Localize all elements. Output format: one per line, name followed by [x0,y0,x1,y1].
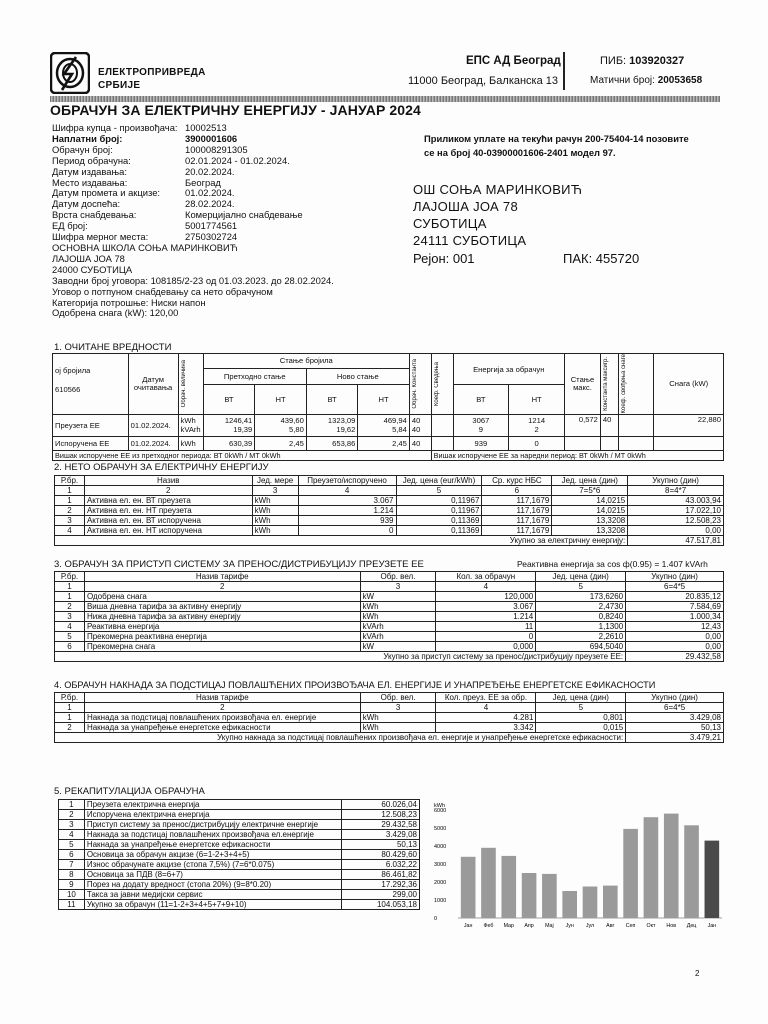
net-energy-table [54,475,724,546]
header-divider [563,52,565,90]
table-row: 10 Такса за јавни медијски сервис 299,00 [59,890,420,900]
table-header-row: Р.бр. Назив Јед. мере Преузето/испоручено Јед. цена (eur/kWh) Ср. курс НБС Јед. цена (дин) Укупно (дин) [55,476,724,486]
th-kcoef: Коеф. свођења снаге [620,354,627,414]
recipient-address: ОШ СОЊА МАРИНКОВИЋ ЛАЈОША ЈОА 78 СУБОТИЦА 24111 СУБОТИЦА [413,182,583,248]
th-const: Обрач. Константа [411,358,418,409]
th-energy-nt: НТ [509,385,565,414]
info-value: 01.02.2024. [185,187,235,199]
table-row: 1 Накнада за подстицај повлашћених произвођача ел. енергије kWh 4.281 0,801 3.429,08 [55,713,724,723]
info-value: 28.02.2024. [185,198,235,210]
chart-bar [684,825,699,918]
table-row: 2 Виша дневна тарифа за активну енергију kWh 3.067 2,4730 7.584,69 [55,602,724,612]
table-row: 7 Износ обрачунате акцизе (стопа 7,5%) (7=6*0.075) 6.032,22 [59,860,420,870]
chart-bar [705,841,720,918]
info-value: Београд [185,176,221,188]
pib: ПИБ: 103920327 [600,55,685,67]
surplus-next-note: Вишак испоручене ЕЕ за наредни период: ВТ 0kWh / МТ 0kWh [431,450,723,460]
section2-title: 2. НЕТО ОБРАЧУН ЗА ЕЛЕКТРИЧНУ ЕНЕРГИЈУ [54,462,269,473]
info-label: Обрачун број: [52,143,113,155]
table-total-row: Укупно за електричну енергију: 47.517,81 [55,536,724,546]
info-label: ЕД број: [52,220,88,232]
y-tick-label: 0 [434,916,438,922]
readings-table [52,353,724,461]
info-label: Наплатни број: [52,132,123,144]
info-value: Комерцијално снабдевање [185,209,303,221]
section1-title: 1. ОЧИТАНЕ ВРЕДНОСТИ [54,342,172,353]
th-energy: Енергија за обрачун [453,354,565,385]
info-label: Период обрачуна: [52,154,131,166]
y-tick-label: 3000 [434,862,447,868]
th-new: Ново стање [306,368,409,385]
info-value: 02.01.2024 - 01.02.2024. [185,154,290,166]
table-row: 1 Активна ел. ен. ВТ преузета kWh 3.067 0,11967 117,1679 14,0215 43.003,94 [55,496,724,506]
table-row: 1 Преузета електрична енергија 60.026,04 [59,800,420,810]
x-tick-label: Авг [606,923,615,929]
table-index-row: 1 2 3 4 5 6=4*5 [55,703,724,713]
info-line: 24000 СУБОТИЦА [52,263,133,275]
consumption-chart [432,800,724,932]
info-line: Уговор о потпуном снабдевању са нето обрачуном [52,285,273,297]
company-name: ЕПС АД Београд [466,55,561,67]
table-total-row: Укупно за приступ систему за пренос/дистрибуцију преузете ЕЕ: 29.432,58 [55,652,724,662]
table-row: 6 Прекомерна снага kW 0,000 694,5040 0,00 [55,642,724,652]
section3-title: 3. ОБРАЧУН ЗА ПРИСТУП СИСТЕМУ ЗА ПРЕНОС/ДИСТРИБУЦИЈУ ПРЕУЗЕТЕ ЕЕ [54,559,424,570]
distribution-table [54,571,724,662]
th-kmax: Константа максигр. [602,356,609,411]
th-energy-vt: ВТ [453,385,509,414]
info-line: ЛАЈОША ЈОА 78 [52,252,125,264]
eps-logo-icon [50,52,90,94]
table-index-row: 1 2 3 4 5 6 7=5*6 8=4*7 [55,486,724,496]
table-total-row: Укупно накнада за подстицај повлашћених произвођача ел. енергије и унапређење енергетске ефикасности: 3.479,21 [55,733,724,743]
table-row: 4 Реактивна енергија kVArh 11 1,1300 12,43 [55,622,724,632]
chart-bar [583,887,598,919]
info-value: 3900001606 [185,132,238,144]
region: Рејон: 001 [413,251,475,266]
y-tick-label: 4000 [434,844,447,850]
y-tick-label: 1000 [434,898,447,904]
table-row: 9 Порез на додату вредност (стопа 20%) (9=8*0.20) 17.292,36 [59,880,420,890]
info-value: 2750302724 [185,231,238,243]
table-header-row: Р.бр. Назив тарифе Обр. вел. Кол. за обрачун Јед. цена (дин) Укупно (дин) [55,572,724,582]
chart-bar [603,886,618,918]
x-tick-label: Јул [585,923,595,929]
table-row: 8 Основица за ПДВ (8=6+7) 86.461,82 [59,870,420,880]
th-power: Снага (kW) [654,354,724,415]
table-row: 4 Накнада за подстицај повлашћених произвођача ел.енергије 3.429,08 [59,830,420,840]
surplus-prev-note: Вишак испоручене ЕЕ из претходног периода: ВТ 0kWh / МТ 0kWh [53,450,432,460]
logo-text: ЕЛЕКТРОПРИВРЕДА СРБИЈЕ [98,67,206,91]
recap-table [58,799,420,910]
x-tick-label: Сеп [625,923,636,929]
th-max: Стање макс. [565,354,601,415]
info-line: Категорија потрошње: Ниски напон [52,296,206,308]
info-label: Шифра мерног места: [52,231,149,243]
section4-title: 4. ОБРАЧУН НАКНАДА ЗА ПОДСТИЦАЈ ПОВЛАШЋЕНИХ ПРОИЗВОЂАЧА ЕЛ. ЕНЕРГИЈЕ И УНАПРЕЂЕЊЕ ЕНЕРГЕТСКЕ ЕФИКАСНОСТИ [54,680,656,690]
x-tick-label: Јан [463,923,473,929]
info-row [52,156,334,167]
table-row: 3 Активна ел. ен. ВТ испоручена kWh 939 0,11369 117,1679 13,3208 12.508,23 [55,516,724,526]
info-label: Датум издавања: [52,165,127,177]
th-prev-nt: НТ [255,385,307,414]
chart-bar [664,814,679,918]
th-date: Датум очитавања [128,354,178,415]
table-row: 6 Основица за обрачун акцизе (6=1-2+3+4+5) 80.429,60 [59,850,420,860]
th-prev-vt: ВТ [203,385,255,414]
table-row: 5 Накнада за унапређење енергетске ефикасности 50,13 [59,840,420,850]
table-row: 2 Активна ел. ен. НТ преузета kWh 1.214 0,11967 117,1679 14,0215 17.022,10 [55,506,724,516]
info-value: 100008291305 [185,143,248,155]
info-line: ОСНОВНА ШКОЛА СОЊА МАРИНКОВИЋ [52,241,238,253]
th-coef: Коеф. Сведења [433,361,440,406]
th-prev: Претходно стање [203,368,306,385]
chart-bar [481,848,496,918]
th-meter: ој бројила 610566 [53,354,129,415]
section5-title: 5. РЕКАПИТУЛАЦИЈА ОБРАЧУНА [54,786,205,797]
chart-bar [562,891,577,918]
page-title: ОБРАЧУН ЗА ЕЛЕКТРИЧНУ ЕНЕРГИЈУ - ЈАНУАР 2024 [50,102,421,118]
x-tick-label: Мај [545,923,554,929]
y-tick-label: 6000 [434,808,447,814]
registration-number: Матични број: 20053658 [590,75,703,86]
info-label: Место издавања: [52,176,128,188]
payment-reference: Приликом уплате на текући рачун 200-75404-14 позовите се на број 40-03900001606-2401 модел 97. [424,133,689,158]
table-row: 1 Одобрена снага kW 120,000 173,6260 20.835,12 [55,592,724,602]
table-row: Испоручена ЕЕ 01.02.2024. kWh 630,39 2,45 653,86 2,45 40 939 0 [53,436,724,450]
chart-bar [501,856,516,918]
y-tick-label: 2000 [434,880,447,886]
info-line: Одобрена снага (kW): 120,00 [52,307,179,319]
info-label: Шифра купца - произвођача: [52,122,178,133]
info-label: Датум доспећа: [52,198,121,210]
table-row: 4 Активна ел. ен. НТ испоручена kWh 0 0,11369 117,1679 13,3208 0,00 [55,526,724,536]
table-header-row: Р.бр. Назив тарифе Обр. вел. Кол. преуз. ЕЕ за обр. Јед. цена (дин) Укупно (дин) [55,693,724,703]
x-tick-label: Нов [666,923,677,929]
chart-bar [644,817,659,918]
x-tick-label: Феб [483,923,494,929]
info-label: Врста снабдевања: [52,209,137,221]
table-row: 5 Прекомерна реактивна енергија kVArh 0 2,2610 0,00 [55,632,724,642]
company-address: 11000 Београд, Балканска 13 [408,75,559,87]
info-value: 10002513 [185,122,227,133]
info-line: Заводни број уговора: 108185/2-23 од 01.03.2023. до 28.02.2024. [52,274,334,286]
x-tick-label: Јун [565,923,574,929]
customer-info [52,123,334,319]
info-label: Датум промета и акцизе: [52,187,161,199]
table-row: 3 Нижа дневна тарифа за активну енергију kWh 1.214 0,8240 1.000,34 [55,612,724,622]
y-unit-label: kWh [434,803,445,809]
x-tick-label: Дец [686,923,697,929]
chart-bar [542,874,557,918]
th-new-nt: НТ [358,385,409,414]
x-tick-label: Апр [524,923,534,929]
chart-bar [623,829,638,918]
info-value: 5001774561 [185,220,238,232]
table-row: 2 Испоручена електрична енергија 12.508,23 [59,810,420,820]
x-tick-label: Окт [646,923,656,929]
table-row: Преузета ЕЕ 01.02.2024. kWh kVArh 1246,41 19,39 439,60 5,80 1323,09 19,62 469,94 5,84 40 40 3067 9 1214 2 0,572 40 22,880 [53,414,724,436]
reactive-note: Реактивна енергија за cos ф(0.95) = 1.407 kVArh [517,559,708,569]
pak-code: ПАК: 455720 [563,251,640,266]
chart-bar [522,873,537,918]
info-row [52,167,334,178]
table-row: 2 Накнада за унапређење енергетске ефикасности kWh 3.342 0,015 50,13 [55,723,724,733]
y-tick-label: 5000 [434,826,447,832]
th-unit: Обрач. величина [180,360,187,408]
x-tick-label: Јан [707,923,717,929]
info-value: 20.02.2024. [185,165,235,177]
chart-bar [461,857,476,918]
x-tick-label: Мар [503,923,514,929]
incentive-table [54,692,724,743]
table-row: 11 Укупно за обрачун (11=1-2+3+4+5+7+9+10) 104.053,18 [59,900,420,910]
page-number: 2 [695,969,700,978]
th-new-vt: ВТ [306,385,358,414]
table-row: 3 Приступ систему за пренос/дистрибуцију електричне енергије 29.432,58 [59,820,420,830]
th-state: Стање бројила [203,354,409,369]
table-index-row: 1 2 3 4 5 6=4*5 [55,582,724,592]
